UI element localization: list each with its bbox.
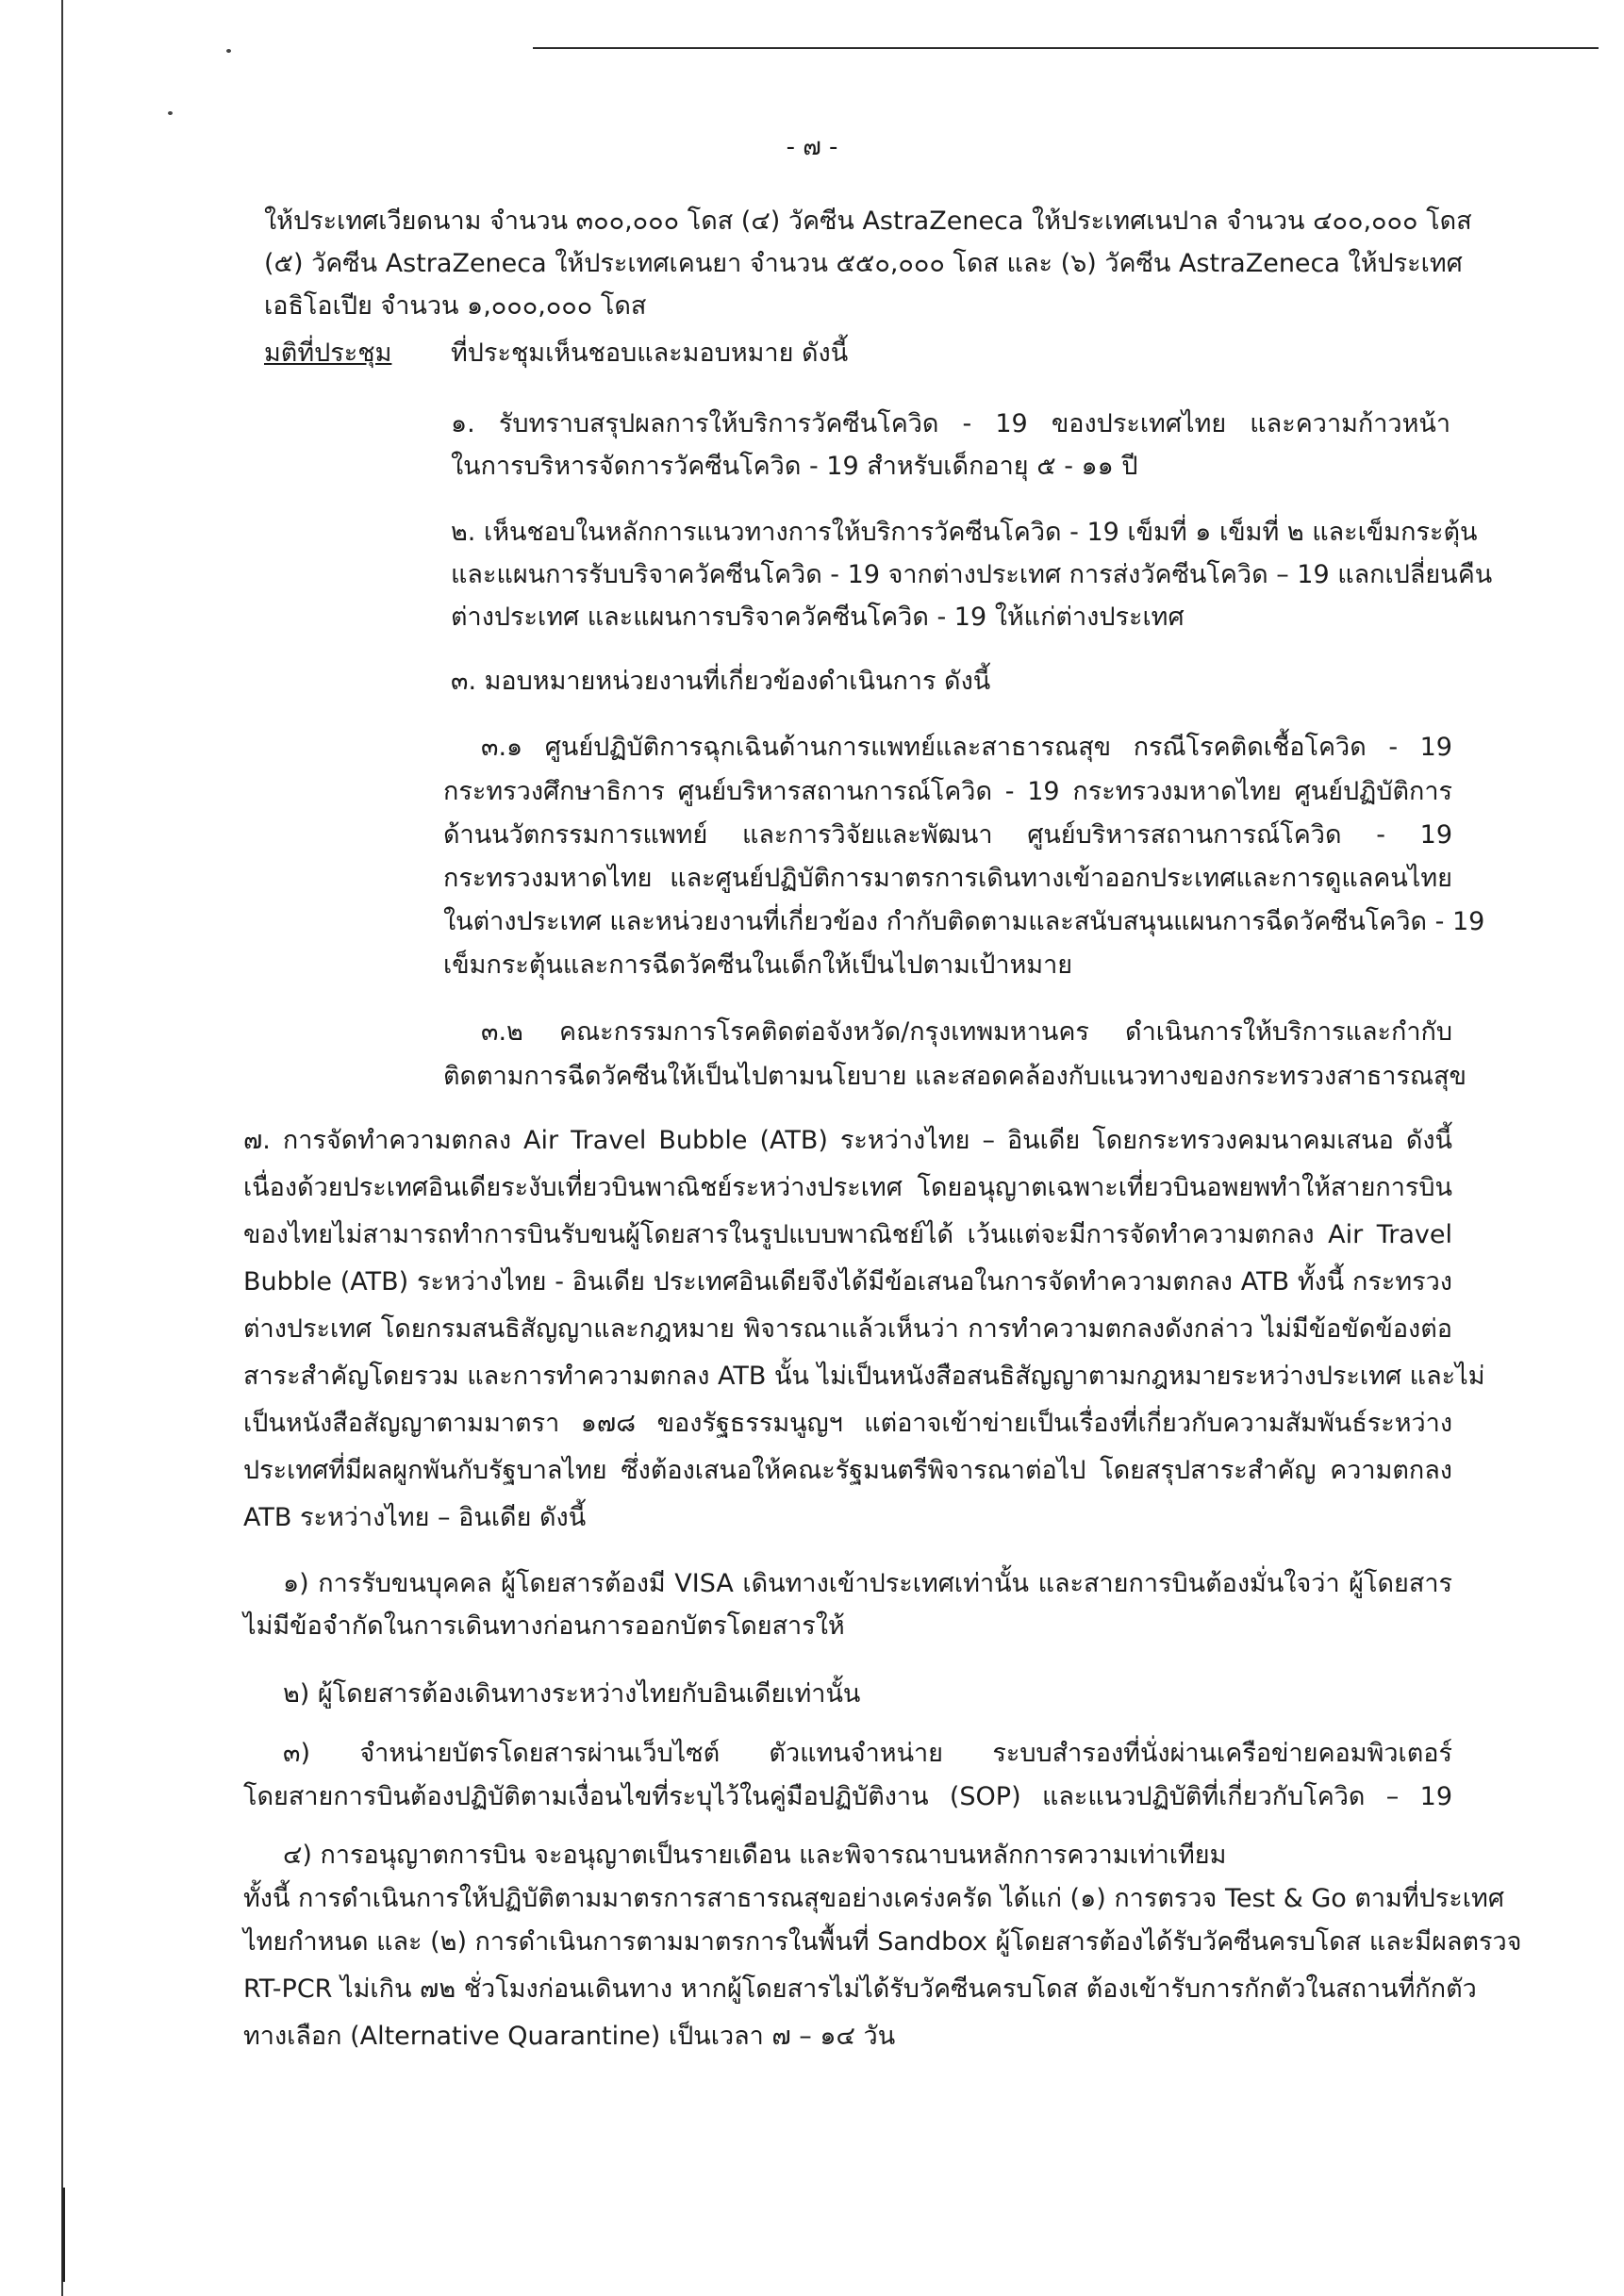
section7-item: ๑) การรับขนบุคคล ผู้โดยสารต้องมี VISA เดินทางเข้าประเทศเท่านั้น และสายการบินต้องมั่นใจว่า ผู้โดยสาร: [283, 1569, 1452, 1598]
scan-speck: [226, 49, 231, 53]
section7-line: เนื่องด้วยประเทศอินเดียระงับเที่ยวบินพาณิชย์ระหว่างประเทศ โดยอนุญาตเฉพาะเที่ยวบินอพยพทำให้สายการบิน: [243, 1173, 1452, 1202]
section7-line: ทางเลือก (Alternative Quarantine) เป็นเวลา ๗ – ๑๔ วัน: [243, 2022, 896, 2051]
resolution-line: ในการบริหารจัดการวัคซีนโควิด - 19 สำหรับเด็กอายุ ๕ - ๑๑ ปี: [451, 452, 1138, 481]
intro-line: เอธิโอเปีย จำนวน ๑,๐๐๐,๐๐๐ โดส: [264, 291, 647, 321]
section7-line: ต่างประเทศ โดยกรมสนธิสัญญาและกฎหมาย พิจารณาแล้วเห็นว่า การทำความตกลงดังกล่าว ไม่มีข้อขัดข้องต่อ: [243, 1314, 1452, 1344]
resolution-text: ที่ประชุมเห็นชอบและมอบหมาย ดังนี้: [451, 339, 849, 368]
intro-line: (๕) วัคซีน AstraZeneca ให้ประเทศเคนยา จำนวน ๕๕๐,๐๐๐ โดส และ (๖) วัคซีน AstraZeneca ให้ประเทศ: [264, 249, 1463, 278]
section7-line: ของไทยไม่สามารถทำการบินรับขนผู้โดยสารในรูปแบบพาณิชย์ได้ เว้นแต่จะมีการจัดทำความตกลง Air Travel: [243, 1220, 1452, 1249]
section7-line: RT-PCR ไม่เกิน ๗๒ ชั่วโมงก่อนเดินทาง หากผู้โดยสารไม่ได้รับวัคซีนครบโดส ต้องเข้ารับการกักตัวในสถานที่กักตัว: [243, 1974, 1477, 2004]
page-number: - ๗ -: [786, 133, 838, 161]
section7-line: เป็นหนังสือสัญญาตามมาตรา ๑๗๘ ของรัฐธรรมนูญฯ แต่อาจเข้าข่ายเป็นเรื่องที่เกี่ยวกับความสัมพันธ์ระหว่าง: [243, 1409, 1452, 1438]
section7-line: ทั้งนี้ การดำเนินการให้ปฏิบัติตามมาตรการสาธารณสุขอย่างเคร่งครัด ได้แก่ (๑) การตรวจ Test & Go ตามที่ประเทศ: [243, 1884, 1504, 1913]
resolution-line: ด้านนวัตกรรมการแพทย์ และการวิจัยและพัฒนา ศูนย์บริหารสถานการณ์โควิด - 19: [443, 820, 1452, 850]
resolution-line: กระทรวงมหาดไทย และศูนย์ปฏิบัติการมาตรการเดินทางเข้าออกประเทศและการดูแลคนไทย: [443, 864, 1452, 893]
scan-left-mark: [62, 2188, 65, 2282]
section7-item: ๓) จำหน่ายบัตรโดยสารผ่านเว็บไซต์ ตัวแทนจำหน่าย ระบบสำรองที่นั่งผ่านเครือข่ายคอมพิวเตอร์: [283, 1739, 1452, 1768]
resolution-line: ติดตามการฉีดวัคซีนให้เป็นไปตามนโยบาย และสอดคล้องกับแนวทางของกระทรวงสาธารณสุข: [443, 1062, 1467, 1091]
section7-item: ไม่มีข้อจำกัดในการเดินทางก่อนการออกบัตรโดยสารให้: [243, 1611, 845, 1641]
scan-top-edge: [533, 47, 1599, 49]
scan-speck: [168, 111, 173, 115]
resolution-line: ๓. มอบหมายหน่วยงานที่เกี่ยวข้องดำเนินการ ดังนี้: [451, 667, 991, 696]
resolution-line: และแผนการรับบริจาควัคซีนโควิด - 19 จากต่างประเทศ การส่งวัคซีนโควิด – 19 แลกเปลี่ยนคืน: [451, 560, 1493, 589]
section7-line: ประเทศที่มีผลผูกพันกับรัฐบาลไทย ซึ่งต้องเสนอให้คณะรัฐมนตรีพิจารณาต่อไป โดยสรุปสาระสำคัญ ความตกลง: [243, 1456, 1452, 1485]
section7-item: ๒) ผู้โดยสารต้องเดินทางระหว่างไทยกับอินเดียเท่านั้น: [283, 1679, 861, 1709]
section7-line: ไทยกำหนด และ (๒) การดำเนินการตามมาตรการในพื้นที่ Sandbox ผู้โดยสารต้องได้รับวัคซีนครบโดส และมีผลตรวจ: [243, 1927, 1522, 1957]
resolution-label: มติที่ประชุม: [264, 339, 392, 368]
section7-line: Bubble (ATB) ระหว่างไทย - อินเดีย ประเทศอินเดียจึงได้มีข้อเสนอในการจัดทำความตกลง ATB ทั้งนี้ กระทรวง: [243, 1267, 1452, 1297]
resolution-line: เข็มกระตุ้นและการฉีดวัคซีนในเด็กให้เป็นไปตามเป้าหมาย: [443, 950, 1073, 980]
resolution-line: ๓.๒ คณะกรรมการโรคติดต่อจังหวัด/กรุงเทพมหานคร ดำเนินการให้บริการและกำกับ: [481, 1017, 1452, 1047]
section7-line: สาระสำคัญโดยรวม และการทำความตกลง ATB นั้น ไม่เป็นหนังสือสนธิสัญญาตามกฎหมายระหว่างประเทศ และไม่: [243, 1362, 1485, 1391]
resolution-line: ต่างประเทศ และแผนการบริจาควัคซีนโควิด - 19 ให้แก่ต่างประเทศ: [451, 603, 1185, 632]
section7-item: ๔) การอนุญาตการบิน จะอนุญาตเป็นรายเดือน และพิจารณาบนหลักการความเท่าเทียม: [283, 1841, 1227, 1870]
scan-left-edge: [61, 0, 63, 2296]
intro-line: ให้ประเทศเวียดนาม จำนวน ๓๐๐,๐๐๐ โดส (๔) วัคซีน AstraZeneca ให้ประเทศเนปาล จำนวน ๔๐๐,๐๐๐ โดส: [264, 206, 1472, 236]
resolution-line: ๒. เห็นชอบในหลักการแนวทางการให้บริการวัคซีนโควิด - 19 เข็มที่ ๑ เข็มที่ ๒ และเข็มกระตุ้น: [451, 518, 1478, 547]
resolution-line: ๑. รับทราบสรุปผลการให้บริการวัคซีนโควิด - 19 ของประเทศไทย และความก้าวหน้า: [451, 409, 1450, 438]
section7-heading: ๗. การจัดทำความตกลง Air Travel Bubble (ATB) ระหว่างไทย – อินเดีย โดยกระทรวงคมนาคมเสนอ ดังนี้: [243, 1126, 1452, 1155]
section7-item: โดยสายการบินต้องปฏิบัติตามเงื่อนไขที่ระบุไว้ในคู่มือปฏิบัติงาน (SOP) และแนวปฏิบัติที่เกี่ยวกับโควิด – 19: [243, 1782, 1452, 1811]
resolution-line: ๓.๑ ศูนย์ปฏิบัติการฉุกเฉินด้านการแพทย์และสาธารณสุข กรณีโรคติดเชื้อโควิด - 19: [481, 733, 1452, 762]
section7-line: ATB ระหว่างไทย – อินเดีย ดังนี้: [243, 1503, 587, 1532]
resolution-line: กระทรวงศึกษาธิการ ศูนย์บริหารสถานการณ์โควิด - 19 กระทรวงมหาดไทย ศูนย์ปฏิบัติการ: [443, 777, 1452, 806]
resolution-line: ในต่างประเทศ และหน่วยงานที่เกี่ยวข้อง กำกับติดตามและสนับสนุนแผนการฉีดวัคซีนโควิด - 19: [443, 907, 1485, 936]
